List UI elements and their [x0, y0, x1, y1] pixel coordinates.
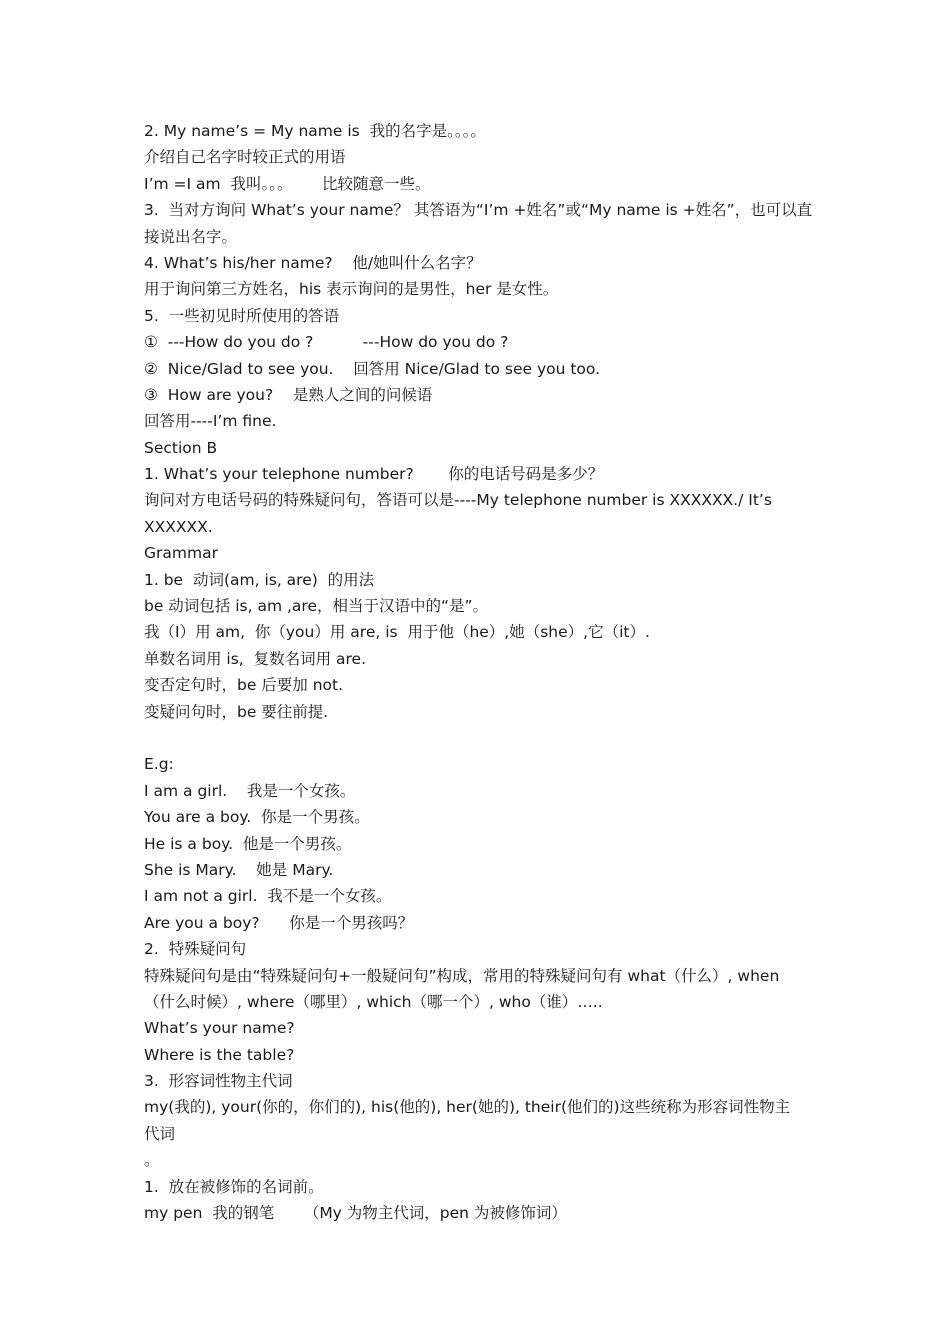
section-heading: Grammar — [144, 544, 218, 563]
text-line: be 动词包括 is, am ,are，相当于汉语中的“是”。 — [144, 597, 489, 616]
text-line: 1. be 动词(am, is, are) 的用法 — [144, 570, 375, 589]
text-line: 介绍自己名字时较正式的用语 — [144, 148, 346, 167]
text-line: 。 — [144, 1151, 160, 1170]
blank-line — [144, 725, 814, 751]
text-line: 3. 当对方询问 What’s your name？ 其答语为“I’m +姓名”或“My name is +姓名”，也可以直 — [144, 201, 813, 220]
text-line: ② Nice/Glad to see you. 回答用 Nice/Glad to see you too. — [144, 359, 601, 378]
text-line: 接说出名字。 — [144, 227, 238, 246]
text-line: 用于询问第三方姓名，his 表示询问的是男性，her 是女性。 — [144, 280, 559, 299]
text-line: Are you a boy? 你是一个男孩吗？ — [144, 913, 414, 932]
text-line: I am a girl. 我是一个女孩。 — [144, 781, 356, 800]
text-line: 变否定句时，be 后要加 not. — [144, 676, 344, 695]
text-line: I am not a girl. 我不是一个女孩。 — [144, 887, 392, 906]
text-line: Where is the table? — [144, 1045, 295, 1064]
text-line: You are a boy. 你是一个男孩。 — [144, 808, 370, 827]
text-line: 回答用----I’m fine. — [144, 412, 277, 431]
section-heading: Section B — [144, 438, 218, 457]
text-line: 询问对方电话号码的特殊疑问句，答语可以是----My telephone number is XXXXXX./ It’s — [144, 491, 772, 510]
text-line: She is Mary. 她是 Mary. — [144, 860, 334, 879]
text-line: my pen 我的钢笔 （My 为物主代词，pen 为被修饰词） — [144, 1204, 567, 1223]
text-line: 代词 — [144, 1124, 176, 1143]
text-line: 5. 一些初见时所使用的答语 — [144, 306, 340, 325]
text-line: （什么时候）, where（哪里）, which（哪一个）, who（谁）….. — [144, 992, 603, 1011]
text-line: ① ---How do you do ? ---How do you do ? — [144, 333, 509, 352]
text-line: my(我的), your(你的，你们的), his(他的), her(她的), their(他们的)这些统称为形容词性物主 — [144, 1098, 791, 1117]
text-line: 3. 形容词性物主代词 — [144, 1072, 293, 1091]
text-line: E.g: — [144, 755, 174, 774]
document-body — [144, 118, 814, 1226]
text-line: 1. 放在被修饰的名词前。 — [144, 1177, 324, 1196]
text-line: XXXXXX. — [144, 517, 213, 536]
text-line: He is a boy. 他是一个男孩。 — [144, 834, 352, 853]
text-line: 1. What’s your telephone number? 你的电话号码是多少？ — [144, 465, 604, 484]
text-line: 我（I）用 am, 你（you）用 are, is 用于他（he）,她（she）,它（it）. — [144, 623, 650, 642]
text-line: 特殊疑问句是由“特殊疑问句+一般疑问句”构成，常用的特殊疑问句有 what（什么）, when — [144, 966, 780, 985]
text-line: 变疑问句时，be 要往前提. — [144, 702, 329, 721]
text-line: 单数名词用 is, 复数名词用 are. — [144, 649, 367, 668]
text-line: 2. 特殊疑问句 — [144, 940, 247, 959]
text-line: What’s your name? — [144, 1019, 295, 1038]
text-line: 4. What’s his/her name? 他/她叫什么名字？ — [144, 253, 482, 272]
text-line: I’m =I am 我叫。。。 比较随意一些。 — [144, 174, 431, 193]
text-line: ③ How are you? 是熟人之间的问候语 — [144, 385, 433, 404]
text-line: 2. My name’s = My name is 我的名字是。。。。 — [144, 122, 486, 140]
